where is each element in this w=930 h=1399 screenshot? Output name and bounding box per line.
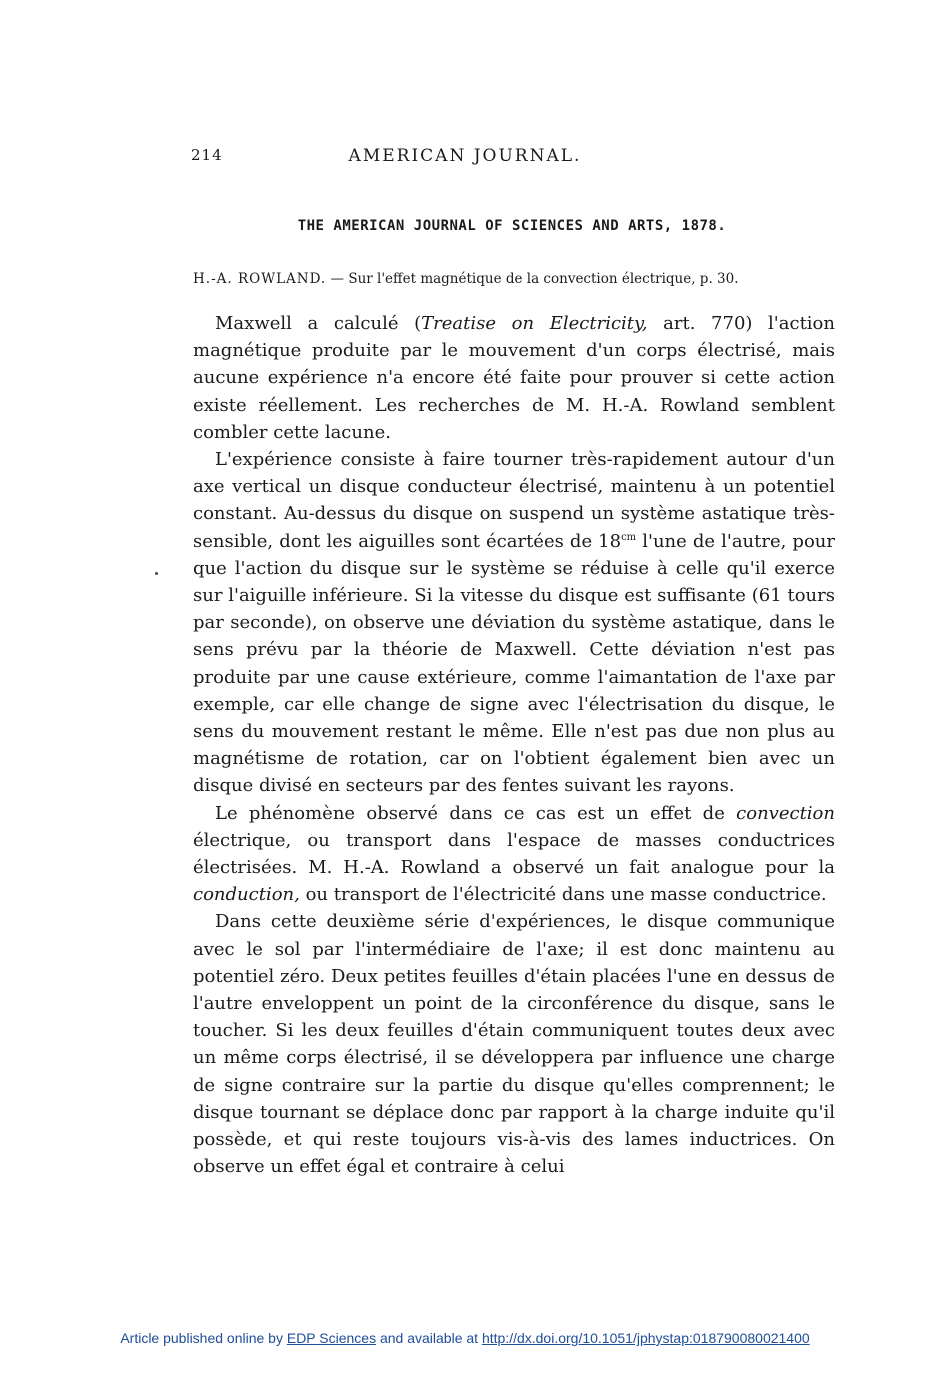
paragraph-1-text-a: Maxwell a calculé (: [215, 313, 422, 334]
footer-prefix: Article published online by: [120, 1330, 287, 1346]
article-reference: [193, 271, 833, 287]
body-text: [193, 310, 835, 1181]
paragraph-4: Dans cette deuxième série d'expériences, le disque communique avec le sol par l'intermédiaire de l'axe; il est donc maintenu au potentiel zéro. Deux petites feuilles d'étain placées l'une en dessus de l'autre enveloppent un point de la circonférence du disque, sans le toucher. Si les deux feuilles d'étain communiquent toutes deux avec un même corps électrisé, il se développera par influence une charge de signe contraire sur la partie du disque qu'elles comprennent; le disque tournant se déplace donc par rapport à la charge induite qu'il possède, et qui reste toujours vis-à-vis des lames inductrices. On observe un effet égal et contraire à celui: [193, 911, 835, 1178]
paragraph-3-italic-b: conduction,: [193, 884, 300, 906]
paragraph-3-text-b: électrique, ou transport dans l'espace de masses conductrices électrisées. M. H.-A. Rowland a observé un fait analogue pour la: [193, 829, 835, 879]
paragraph-2-text-b: l'une de l'autre, pour que l'action du disque sur le système se réduise à celle qu'il exerce sur l'aiguille inférieure. Si la vitesse du disque est suffisante (61 tours par seconde), on observe une déviation du système astatique, dans le sens prévu par la théorie de Maxwell. Cette déviation n'est pas produite par une cause extérieure, comme l'aimantation de l'axe par exemple, car elle change de signe avec l'électrisation du disque, le sens du mouvement restant le même. Elle n'est pas due non plus au magnétisme de rotation, car on l'obtient également bien avec un disque divisé en secteurs par des fentes suivant les rayons.: [193, 530, 835, 797]
paragraph-3-text-a: Le phénomène observé dans ce cas est un effet de: [215, 802, 737, 824]
doi-link[interactable]: http://dx.doi.org/10.1051/jphystap:018790080021400: [481, 1330, 810, 1346]
reference-title: — Sur l'effet magnétique de la convection électrique, p. 30.: [326, 271, 739, 287]
publication-footer: [0, 1330, 930, 1346]
paragraph-2-unit: cm: [621, 531, 637, 543]
paragraph-2: [193, 446, 835, 800]
running-title: AMERICAN JOURNAL.: [348, 146, 582, 166]
page-number: 214: [191, 146, 223, 164]
paragraph-3-italic-a: convection: [736, 802, 835, 824]
paragraph-3-text-c: ou transport de l'électricité dans une masse conductrice.: [299, 884, 827, 906]
scan-speck: [155, 572, 158, 575]
section-title: THE AMERICAN JOURNAL OF SCIENCES AND ARTS, 1878.: [297, 218, 727, 234]
paragraph-3: [193, 800, 835, 909]
footer-middle: and available at: [376, 1330, 482, 1346]
paragraph-1-text-b: art. 770) l'action magnétique produite par le mouvement d'un corps électrisé, mais aucune expérience n'a encore été faite pour prouver si cette action existe réellement. Les recherches de M. H.-A. Rowland semblent combler cette lacune.: [193, 313, 835, 443]
paragraph-1-italic: Treatise on Electricity,: [421, 313, 648, 334]
paragraph-2-text-a: L'expérience consiste à faire tourner très-rapidement autour d'un axe vertical un disque conducteur électrisé, maintenu à un potentiel constant. Au-dessus du disque on suspend un système astatique très-sensible, dont les aiguilles sont écartées de 18: [193, 449, 835, 552]
reference-author: H.-A. ROWLAND.: [193, 271, 327, 287]
publisher-link[interactable]: EDP Sciences: [286, 1330, 377, 1346]
paragraph-1: [193, 310, 835, 446]
